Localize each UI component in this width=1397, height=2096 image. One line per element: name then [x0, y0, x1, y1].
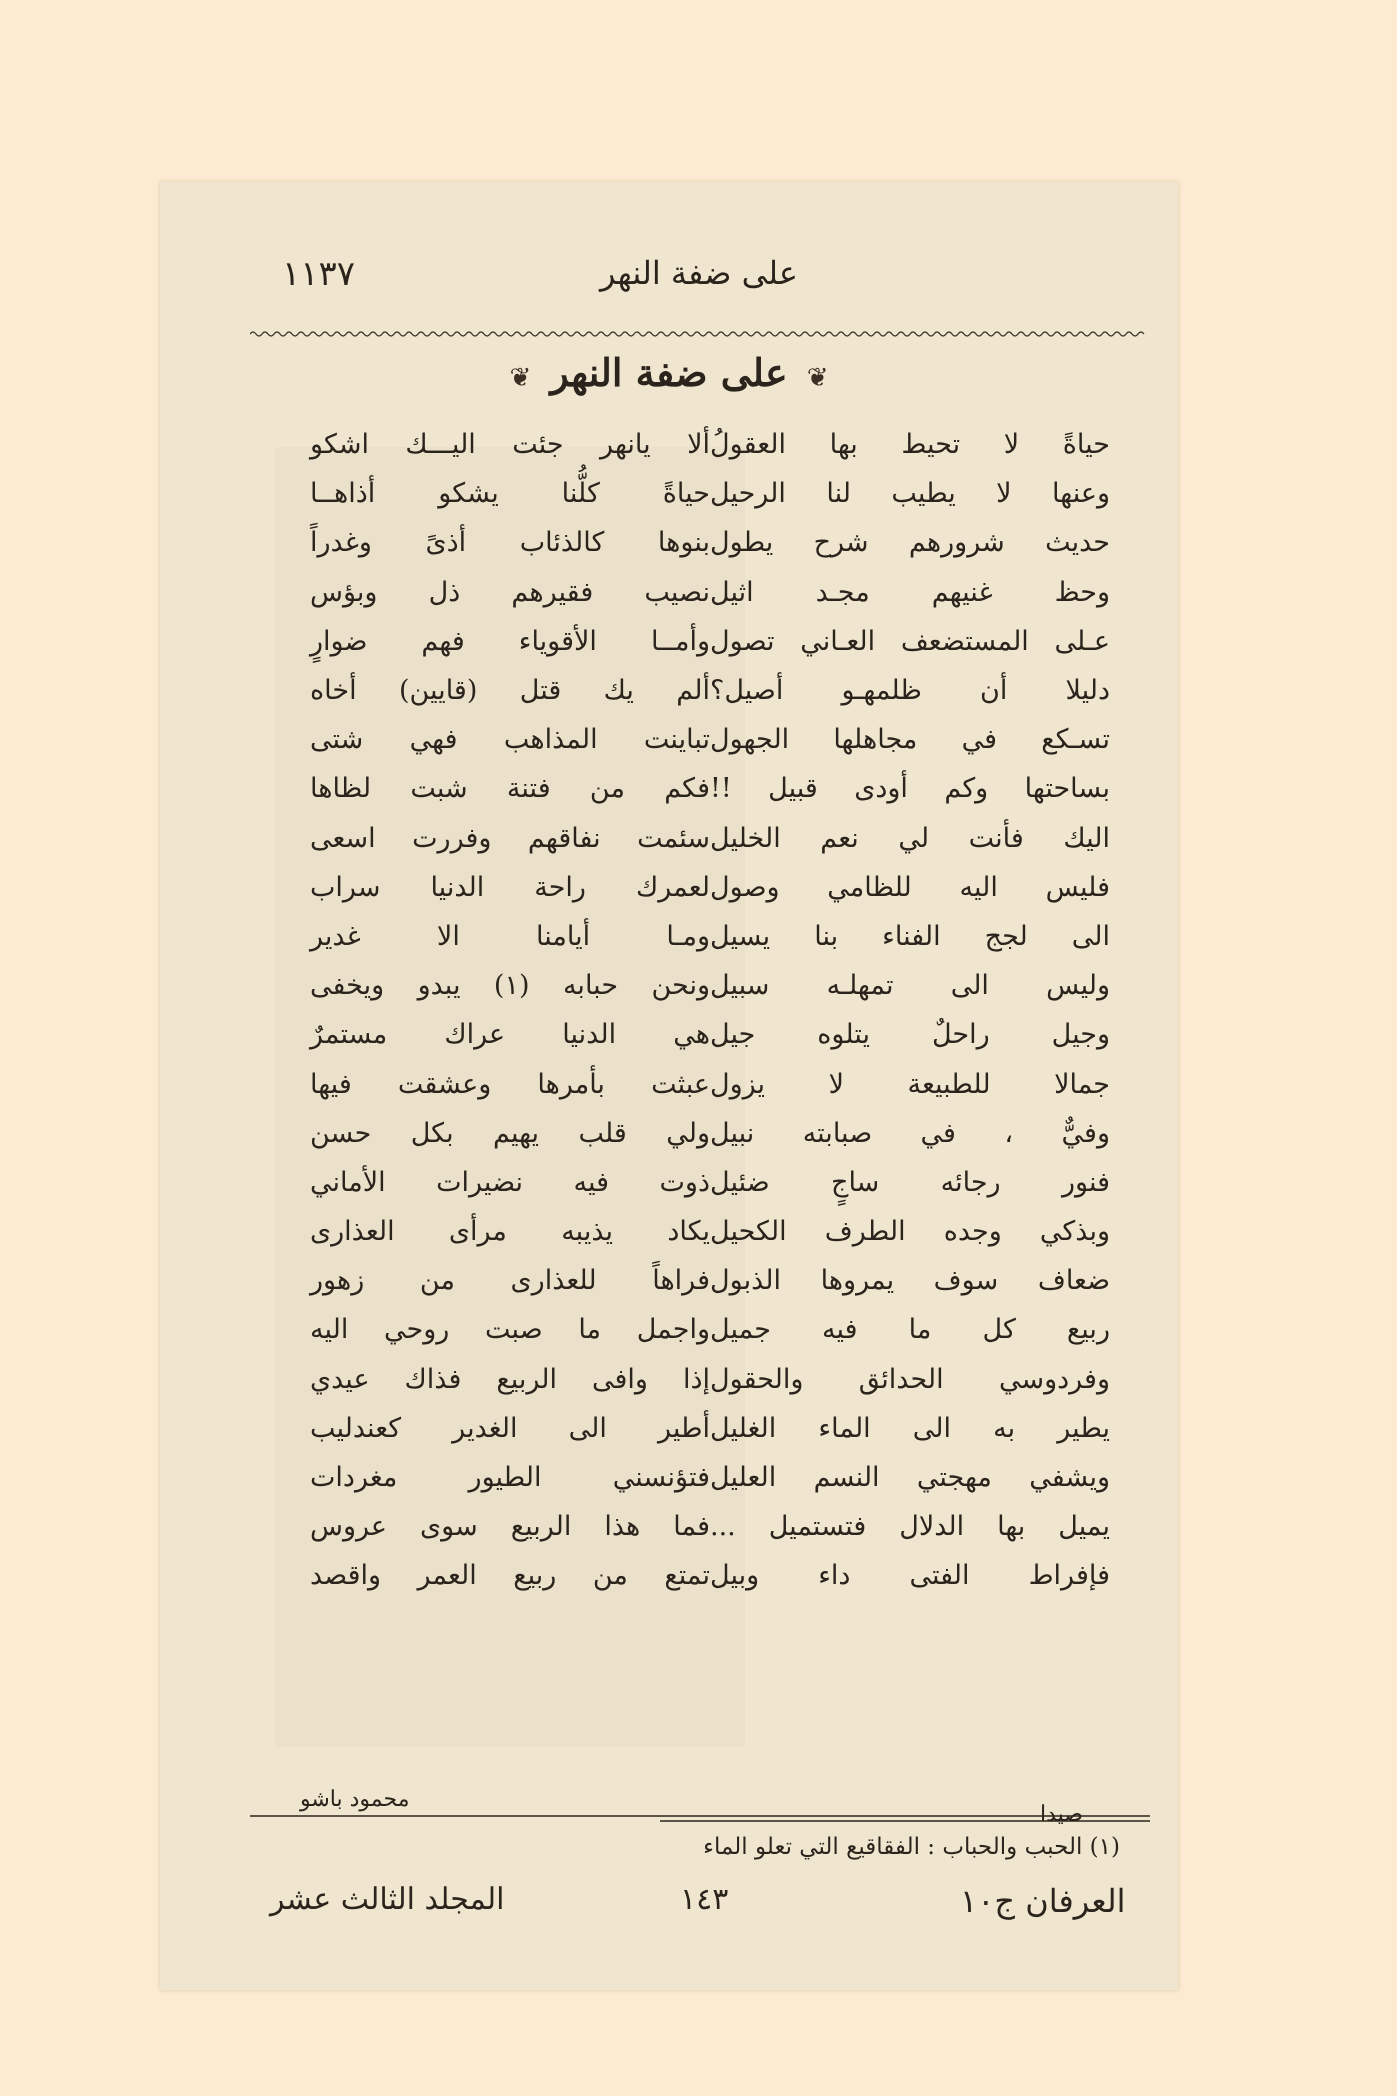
page-sheet — [160, 182, 1178, 1990]
verse-row — [270, 961, 1110, 1010]
verse-first-hemistich: ولي قلب يهيم بكل حسن — [310, 1117, 710, 1149]
verse-second-hemistich: وعنها لا يطيب لنا الرحيل — [710, 478, 1110, 510]
volume-label: المجلد الثالث عشر — [270, 1882, 505, 1917]
verse-row — [270, 715, 1110, 764]
ornament-right-icon: ❦ — [806, 363, 829, 393]
verse-row — [270, 912, 1110, 961]
verse-row — [270, 1305, 1110, 1354]
poem-body — [270, 420, 1110, 1601]
verse-second-hemistich: وليس الى تمهلـه سبيل — [710, 970, 1110, 1002]
verse-second-hemistich: وبذكي وجده الطرف الكحيل — [710, 1216, 1110, 1248]
verse-second-hemistich: ربيع كل ما فيه جميل — [710, 1314, 1110, 1346]
verse-first-hemistich: يكاد يذيبه مرأى العذارى — [310, 1216, 710, 1248]
verse-second-hemistich: ويشفي مهجتي النسم العليل — [710, 1462, 1110, 1494]
author-signature: محمود باشو — [300, 1787, 410, 1812]
verse-second-hemistich: دليلا أن ظلمهـو أصيل؟ — [710, 675, 1110, 707]
verse-row — [270, 1256, 1110, 1305]
footnote: (١) الحبب والحباب : الفقاقيع التي تعلو الماء — [703, 1834, 1120, 1860]
verse-second-hemistich: حديث شرورهم شرح يطول — [710, 527, 1110, 559]
verse-first-hemistich: إذا وافى الربيع فذاك عيدي — [310, 1363, 710, 1395]
verse-row — [270, 1158, 1110, 1207]
poem-title: على ضفة النهر — [550, 350, 788, 395]
verse-row — [270, 420, 1110, 469]
verse-second-hemistich: ضعاف سوف يمروها الذبول — [710, 1265, 1110, 1297]
verse-first-hemistich: هي الدنيا عراك مستمرٌ — [310, 1019, 710, 1051]
verse-row — [270, 1059, 1110, 1108]
verse-first-hemistich: أطير الى الغدير كعندليب — [310, 1412, 710, 1444]
verse-row — [270, 568, 1110, 617]
verse-first-hemistich: ذوت فيه نضيرات الأماني — [310, 1166, 710, 1198]
verse-first-hemistich: تباينت المذاهب فهي شتى — [310, 724, 710, 756]
verse-first-hemistich: ألا يانهر جئت اليـــك اشكو — [310, 429, 710, 461]
verse-row — [270, 666, 1110, 715]
page-number-top: ١١٣٧ — [282, 254, 356, 294]
footer-rules — [250, 1814, 1150, 1834]
running-title: على ضفة النهر — [600, 254, 798, 292]
verse-first-hemistich: واجمل ما صبت روحي اليه — [310, 1314, 710, 1346]
journal-issue: العرفان ج١٠ — [960, 1882, 1126, 1920]
ornament-left-icon: ❦ — [509, 363, 532, 393]
verse-second-hemistich: وجيل راحلٌ يتلوه جيل — [710, 1019, 1110, 1051]
verse-second-hemistich: حياةً لا تحيط بها العقولُ — [710, 429, 1110, 461]
verse-first-hemistich: عبثت بأمرها وعشقت فيها — [310, 1068, 710, 1100]
verse-first-hemistich: فكم من فتنة شبت لظاها — [310, 773, 710, 805]
title-block — [160, 350, 1178, 395]
verse-second-hemistich: وفردوسي الحدائق والحقول — [710, 1363, 1110, 1395]
verse-row — [270, 863, 1110, 912]
verse-first-hemistich: تمتع من ربيع العمر واقصد — [310, 1560, 710, 1592]
verse-second-hemistich: يميل بها الدلال فتستميل ... — [710, 1511, 1110, 1543]
verse-row — [270, 469, 1110, 518]
verse-row — [270, 617, 1110, 666]
verse-row — [270, 1551, 1110, 1600]
verse-second-hemistich: يطير به الى الماء الغليل — [710, 1412, 1110, 1444]
verse-row — [270, 1207, 1110, 1256]
verse-row — [270, 1355, 1110, 1404]
running-header — [160, 254, 1178, 304]
place-name: صيدا — [1040, 1802, 1083, 1827]
verse-second-hemistich: فإفراط الفتى داء وبيل — [710, 1560, 1110, 1592]
verse-second-hemistich: بساحتها وكم أودى قبيل !! — [710, 773, 1110, 805]
page-footer — [160, 1882, 1178, 1932]
verse-row — [270, 518, 1110, 567]
verse-first-hemistich: سئمت نفاقهم وفررت اسعى — [310, 822, 710, 854]
verse-row — [270, 1502, 1110, 1551]
verse-row — [270, 764, 1110, 813]
verse-row — [270, 1453, 1110, 1502]
header-wavy-rule — [250, 330, 1148, 338]
verse-second-hemistich: فنور رجائه ساجٍ ضئيل — [710, 1166, 1110, 1198]
verse-first-hemistich: فتؤنسني الطيور مغردات — [310, 1462, 710, 1494]
verse-first-hemistich: حياةً كلُّنا يشكو أذاهــا — [310, 478, 710, 510]
verse-first-hemistich: فما هذا الربيع سوى عروس — [310, 1511, 710, 1543]
verse-second-hemistich: فليس اليه للظامي وصول — [710, 871, 1110, 903]
verse-row — [270, 814, 1110, 863]
verse-first-hemistich: ومـا أيامنا الا غدير — [310, 920, 710, 952]
verse-first-hemistich: فراهاً للعذارى من زهور — [310, 1265, 710, 1297]
verse-second-hemistich: اليك فأنت لي نعم الخليل — [710, 822, 1110, 854]
verse-first-hemistich: لعمرك راحة الدنيا سراب — [310, 871, 710, 903]
verse-first-hemistich: ألم يك قتل (قايين) أخاه — [310, 675, 710, 707]
verse-first-hemistich: وأمــا الأقوياء فهم ضوارٍ — [310, 625, 710, 657]
verse-first-hemistich: نصيب فقيرهم ذل وبؤس — [310, 576, 710, 608]
verse-second-hemistich: عـلى المستضعف العـاني تصول — [710, 625, 1110, 657]
verse-second-hemistich: جمالا للطبيعة لا يزول — [710, 1068, 1110, 1100]
verse-second-hemistich: وفيٌّ ، في صبابته نبيل — [710, 1117, 1110, 1149]
verse-second-hemistich: تسـكع في مجاهلها الجهول — [710, 724, 1110, 756]
verse-first-hemistich: بنوها كالذئاب أذىً وغدراً — [310, 527, 710, 559]
verse-row — [270, 1109, 1110, 1158]
verse-first-hemistich: ونحن حبابه (١) يبدو ويخفى — [310, 970, 710, 1002]
verse-second-hemistich: الى لجج الفناء بنا يسيل — [710, 920, 1110, 952]
verse-row — [270, 1010, 1110, 1059]
verse-row — [270, 1404, 1110, 1453]
verse-second-hemistich: وحظ غنيهم مجـد اثيل — [710, 576, 1110, 608]
page-number-bottom: ١٤٣ — [680, 1882, 729, 1917]
